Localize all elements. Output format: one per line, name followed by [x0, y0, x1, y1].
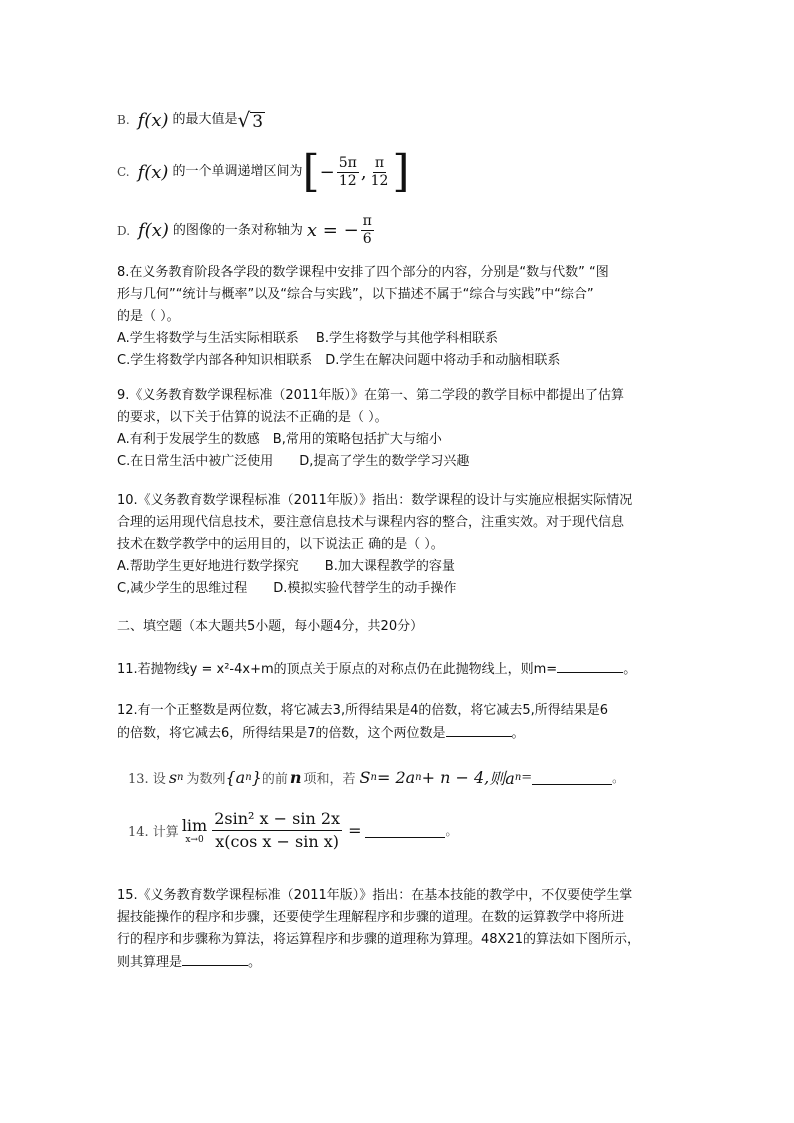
- question-11: [117, 658, 677, 681]
- q13-seq: {a: [225, 768, 246, 787]
- option-d-label: D.: [117, 223, 131, 238]
- q13-text: 的前: [261, 772, 288, 787]
- q13-sub-n: n: [415, 772, 422, 783]
- q13-sub-n: n: [370, 772, 377, 783]
- fraction-numerator: 5π: [338, 154, 357, 171]
- option-line: A.学生将数学与生活实际相联系 B.学生将数学与其他学科相联系: [117, 331, 498, 346]
- option-line: A.帮助学生更好地进行数学探究 B.加大课程教学的容量: [117, 559, 455, 574]
- q13-formula: = 2a: [376, 768, 416, 787]
- q13-sub-n: n: [177, 772, 184, 783]
- radicand: 3: [252, 112, 264, 132]
- question-text-line: 的要求，以下关于估算的说法不正确的是（ ）。: [117, 410, 388, 425]
- question-text-line: 握技能操作的程序和步骤，还要使学生理解程序和步骤的道理。在数的运算教学中将所进: [117, 910, 625, 925]
- question-8: [117, 262, 677, 372]
- question-text-line: 15.《义务教育数学课程标准（2011年版）》指出：在基本技能的教学中，不仅要使学生掌: [117, 888, 633, 903]
- question-10: [117, 490, 677, 600]
- question-text-line: 形与几何”“统计与概率”以及“综合与实践”，以下描述不属于“综合与实践”中“综合”: [117, 287, 594, 302]
- option-d: [117, 213, 677, 248]
- option-c-label: C.: [117, 165, 130, 179]
- fraction-numerator: 2sin² x − sin 2x: [212, 808, 342, 831]
- answer-blank[interactable]: [365, 823, 445, 838]
- fraction-denominator: 12: [370, 172, 389, 189]
- left-bracket: [: [302, 146, 320, 197]
- lim-subscript: x→0: [185, 834, 204, 845]
- section-title: 二、填空题（本大题共5小题，每小题4分，共20分）: [117, 619, 424, 634]
- option-c-text: 的一个单调递增区间为: [172, 164, 303, 179]
- question-text-line: 行的程序和步骤称为算法，将运算程序和步骤的道理称为算理。48X21的算法如下图所示，: [117, 932, 640, 947]
- limit-fraction: [212, 808, 342, 853]
- q13-formula: + n − 4,: [421, 768, 490, 787]
- question-end: 。: [623, 662, 637, 677]
- q13-seq-close: }: [251, 768, 262, 787]
- option-line: A.有利于发展学生的数感 B,常用的策略包括扩大与缩小: [117, 432, 442, 447]
- question-text-line: 的是（ ）。: [117, 309, 180, 324]
- fraction-denominator: 12: [338, 172, 357, 189]
- q13-n: n: [289, 768, 302, 787]
- option-b: [117, 108, 677, 132]
- option-d-text: 的图像的一条对称轴为: [172, 222, 303, 238]
- fraction-denominator: x(cos x − sin x): [215, 832, 340, 851]
- fraction-numerator: π: [374, 154, 385, 171]
- question-text-line: 8.在义务教育阶段各学段的数学课程中安排了四个部分的内容，分别是“数与代数” “图: [117, 265, 609, 280]
- question-end: 。: [445, 824, 458, 838]
- question-end: 。: [612, 771, 625, 785]
- question-text-line: 10.《义务教育数学课程标准（2011年版）》指出：数学课程的设计与实施应根据实际情况: [117, 493, 633, 508]
- fraction-pi-12: [369, 155, 391, 190]
- radical-sign-icon: √: [237, 108, 251, 132]
- question-14: [128, 808, 688, 853]
- question-text: 则其算理是: [117, 955, 183, 970]
- sqrt-expression: [238, 108, 266, 132]
- option-b-fx: f(x): [137, 109, 169, 131]
- question-end: 。: [248, 955, 262, 970]
- q13-sub-n: n: [514, 772, 522, 783]
- option-line: C.在日常生活中被广泛使用 D,提高了学生的数学学习兴趣: [117, 454, 470, 469]
- question-text: 11.若抛物线y = x²-4x+m的顶点关于原点的对称点仍在此抛物线上，则m=: [117, 662, 558, 677]
- question-13: [128, 766, 688, 789]
- q14-prefix: 14. 计算: [128, 825, 179, 840]
- question-text-line: [117, 951, 677, 974]
- question-9: [117, 385, 677, 473]
- question-end: 。: [511, 726, 525, 741]
- q13-eq: =: [521, 770, 533, 785]
- option-line: C,减少学生的思维过程 D.模拟实验代替学生的动手操作: [117, 581, 457, 596]
- question-text-line: 9.《义务教育数学课程标准（2011年版）》在第一、第二学段的教学目标中都提出了估算: [117, 388, 624, 403]
- limit-operator: [182, 817, 207, 845]
- answer-blank[interactable]: [446, 722, 512, 737]
- question-text-line: 合理的运用现代信息技术，要注意信息技术与课程内容的整合，注重实效。对于现代信息: [117, 515, 625, 530]
- fraction-pi-6: [361, 213, 374, 248]
- option-b-text: 的最大值是: [172, 112, 238, 127]
- axis-equation: x = −: [306, 220, 359, 241]
- option-d-fx: f(x): [138, 220, 169, 241]
- q13-then: 则a: [489, 769, 515, 788]
- q13-s: s: [168, 768, 178, 787]
- answer-blank[interactable]: [532, 770, 612, 785]
- q13-text: 项和，若: [303, 772, 356, 787]
- comma: ,: [360, 161, 367, 183]
- minus-sign: −: [319, 161, 335, 183]
- option-b-label: B.: [117, 113, 130, 127]
- fraction-denominator: 6: [362, 231, 372, 247]
- option-line: C.学生将数学内部各种知识相联系 D.学生在解决问题中将动手和动脑相联系: [117, 353, 561, 368]
- question-12: [117, 700, 677, 745]
- q13-prefix: 13. 设: [128, 772, 166, 787]
- equals-sign: =: [348, 821, 362, 840]
- question-text-line: 技术在数学教学中的运用目的，以下说法正 确的是（ ）。: [117, 537, 444, 552]
- question-text-line: [117, 722, 677, 745]
- fraction-numerator: π: [362, 213, 372, 229]
- question-15: [117, 885, 677, 974]
- fraction-5pi-12: [337, 155, 359, 190]
- q13-text: 为数列: [186, 772, 226, 787]
- lim-text: lim: [181, 815, 208, 835]
- answer-blank[interactable]: [557, 658, 623, 673]
- option-c: [117, 146, 677, 197]
- option-c-fx: f(x): [137, 161, 169, 183]
- q13-formula: S: [359, 768, 371, 787]
- right-bracket: ]: [392, 146, 410, 197]
- q13-sub-n: n: [245, 772, 252, 783]
- answer-blank[interactable]: [182, 951, 248, 966]
- question-text-line: 12.有一个正整数是两位数，将它减去3,所得结果是4的倍数，将它减去5,所得结果是6: [117, 703, 609, 718]
- question-text: 的倍数，将它减去6，所得结果是7的倍数，这个两位数是: [117, 726, 446, 741]
